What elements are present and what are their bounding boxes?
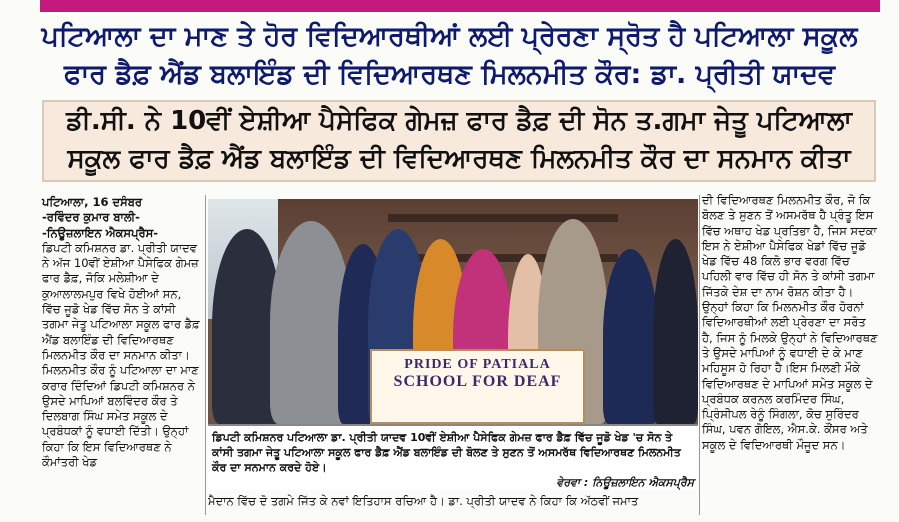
reporter-name: -ਰਵਿੰਦਰ ਕੁਮਾਰ ਬਾਲੀ- — [42, 210, 140, 225]
event-photo — [208, 199, 698, 424]
top-color-strip — [40, 0, 880, 12]
photo-shelf — [388, 214, 618, 222]
article-continuation-line: ਮੈਦਾਨ ਵਿੱਚ ਦੋ ਤਗਮੇ ਜਿੱਤ ਕੇ ਨਵਾਂ ਇਤਿਹਾਸ ਰਚਿਆ ਹੈ। ਡਾ. ਪ੍ਰੀਤੀ ਯਾਦਵ ਨੇ ਕਿਹਾ ਕਿ ਅੱਠਵੀਂ ਜਮਾਤ — [208, 494, 639, 508]
headline-line-1: ਪਟਿਆਲਾ ਦਾ ਮਾਣ ਤੇ ਹੋਰ ਵਿਦਿਆਰਥੀਆਂ ਲਈ ਪ੍ਰੇਰਣਾ ਸ੍ਰੋਤ ਹੈ ਪਟਿਆਲਾ ਸਕੂਲ — [41, 21, 858, 52]
caption-text: ਡਿਪਟੀ ਕਮਿਸ਼ਨਰ ਪਟਿਆਲਾ ਡਾ. ਪ੍ਰੀਤੀ ਯਾਦਵ 10ਵੀਂ ਏਸ਼ੀਆ ਪੈਸੇਫਿਕ ਗੇਮਜ਼ ਫਾਰ ਡੈਫ਼ ਵਿੱਚ ਜੂਡੋ ਖੇਡ 'ਚ ਸੋਨ ਤੇ ਕਾਂਸੀ ਤਗਮਾ ਜੇਤੂ ਪਟਿਆਲਾ ਸਕੂਲ ਫਾਰ ਡੈਫ਼ ਐਂਡ ਬਲਾਇੰਡ ਦੀ ਬੋਲਣ ਤੇ ਸੁਣਨ ਤੋਂ ਅਸਮਰੱਥ ਵਿਦਿਆਰਥਣ ਮਿਲਨਮੀਤ ਕੌਰ ਦਾ ਸਨਮਾਨ ਕਰਦੇ ਹੋਏ। — [212, 431, 681, 474]
article-paragraph-2: ਮਿਲਨਮੀਤ ਕੌਰ ਨੂੰ ਪਟਿਆਲਾ ਦਾ ਮਾਣ ਕਰਾਰ ਦਿੰਦਿਆਂ ਡਿਪਟੀ ਕਮਿਸ਼ਨਰ ਨੇ ਉਸਦੇ ਮਾਪਿਆਂ ਬਲਵਿੰਦਰ ਕੌਰ ਤੇ ਦਿਲਬਾਗ ਸਿੰਘ ਸਮੇਤ ਸਕੂਲ ਦੇ ਪ੍ਰਬੰਧਕਾਂ ਨੂੰ ਵਧਾਈ ਦਿੱਤੀ। ਉਨ੍ਹਾਂ ਕਿਹਾ ਕਿ ਇਸ ਵਿਦਿਆਰਥਣ ਨੇ ਕੌਮਾਂਤਰੀ ਖੇਡ — [42, 363, 199, 470]
photo-credit: ਵੇਰਵਾ : ਨਿਊਜ਼ਲਾਇਨ ਐਕਸਪ੍ਰੈਸ — [556, 476, 694, 489]
subheadline-line-2: ਸਕੂਲ ਫਾਰ ਡੈਫ਼ ਐਂਡ ਬਲਾਇੰਡ ਦੀ ਵਿਦਿਆਰਥਣ ਮਿਲਨਮੀਤ ਕੌਰ ਦਾ ਸਨਮਾਨ ਕੀਤਾ — [67, 144, 851, 174]
agency-name: -ਨਿਊਜ਼ਲਾਇਨ ਐਕਸਪ੍ਰੈਸ- — [42, 225, 159, 240]
main-headline — [0, 18, 899, 100]
subheadline-line-1: ਡੀ.ਸੀ. ਨੇ 10ਵੀਂ ਏਸ਼ੀਆ ਪੈਸੇਫਿਕ ਗੇਮਜ਼ ਫਾਰ ਡੈਫ਼ ਦੀ ਸੋਨ ਤ.ਗਮਾ ਜੇਤੂ ਪਟਿਆਲਾ — [66, 106, 852, 136]
article-paragraph-1: ਡਿਪਟੀ ਕਮਿਸ਼ਨਰ ਡਾ. ਪ੍ਰੀਤੀ ਯਾਦਵ ਨੇ ਅੱਜ 10ਵੀਂ ਏਸ਼ੀਆ ਪੈਸੇਫਿਕ ਗੇਮਜ਼ ਫਾਰ ਡੈਫ਼, ਜੋਕਿ ਮਲੇਸ਼ੀਆ ਦੇ ਕੁਆਲਾਲਮਪੁਰ ਵਿਖੇ ਹੋਈਆਂ ਸਨ, ਵਿੱਚ ਜੂਡੋ ਖੇਡ ਵਿੱਚ ਸੋਨ ਤੇ ਕਾਂਸੀ ਤਗਮਾ ਜੇਤੂ ਪਟਿਆਲਾ ਸਕੂਲ ਫਾਰ ਡੈਫ਼ ਐਂਡ ਬਲਾਇੰਡ ਦੀ ਵਿਦਿਆਰਥਣ ਮਿਲਨਮੀਤ ਕੌਰ ਦਾ ਸਨਮਾਨ ਕੀਤਾ। — [42, 240, 200, 362]
left-text-column — [42, 195, 202, 470]
column-divider — [205, 195, 206, 515]
pride-banner — [370, 349, 585, 424]
banner-line-1: PRIDE OF PATIALA — [404, 357, 551, 372]
right-text-column — [702, 193, 878, 453]
headline-line-2: ਫਾਰ ਡੈਫ਼ ਐਂਡ ਬਲਾਇੰਡ ਦੀ ਵਿਦਿਆਰਥਣ ਮਿਲਨਮੀਤ ਕੌਰ: ਡਾ. ਪ੍ਰੀਤੀ ਯਾਦਵ — [63, 59, 836, 90]
article-paragraph-3: ਦੀ ਵਿਦਿਆਰਥਣ ਮਿਲਨਮੀਤ ਕੌਰ, ਜੋ ਕਿ ਬੋਲਣ ਤੇ ਸੁਣਨ ਤੋਂ ਅਸਮਰੱਥ ਹੈ ਪ੍ਰੰਤੂ ਇਸ ਵਿੱਚ ਅਥਾਹ ਖੇਡ ਪ੍ਰਤਿਭਾ ਹੈ, ਜਿਸ ਸਦਕਾ ਇਸ ਨੇ ਏਸ਼ੀਆ ਪੈਸੇਫਿਕ ਖੇਡਾਂ ਵਿੱਚ ਜੂਡੋ ਖੇਡ ਵਿੱਚ 48 ਕਿਲੋ ਭਾਰ ਵਰਗ ਵਿੱਚ ਪਹਿਲੀ ਵਾਰ ਵਿੱਚ ਹੀ ਸੋਨ ਤੇ ਕਾਂਸੀ ਤਗਮਾ ਜਿੱਤਕੇ ਦੇਸ਼ ਦਾ ਨਾਮ ਰੋਸ਼ਨ ਕੀਤਾ ਹੈ। ਉਨ੍ਹਾਂ ਕਿਹਾ ਕਿ ਮਿਲਨਮੀਤ ਕੌਰ ਹੋਰਨਾਂ ਵਿਦਿਆਰਥੀਆਂ ਲਈ ਪ੍ਰੇਰਣਾ ਦਾ ਸਰੋਤ ਹੈ, ਜਿਸ ਨੂੰ ਮਿਲਕੇ ਉਨ੍ਹਾਂ ਨੇ ਵਿਦਿਆਰਥਣ ਤੇ ਉਸਦੇ ਮਾਪਿਆਂ ਨੂੰ ਵਧਾਈ ਦੇ ਕੇ ਮਾਣ ਮਹਿਸੂਸ ਹੋ ਰਿਹਾ ਹੈ।ਇਸ ਮਿਲਣੀ ਮੌਕੇ ਵਿਦਿਆਰਥਣ ਦੇ ਮਾਪਿਆਂ ਸਮੇਤ ਸਕੂਲ ਦੇ ਪ੍ਰਬੰਧਕ ਕਰਨਲ ਕਰਮਿੰਦਰ ਸਿੰਘ, ਪ੍ਰਿੰਸੀਪਲ ਰੇਨੂੰ ਸਿੰਗਲਾ, ਕੋਚ ਸੁਰਿੰਦਰ ਸਿੰਘ, ਪਵਨ ਗੋਇਲ, ਐਸ.ਕੇ. ਕੌਂਸਰ ਅਤੇ ਸਕੂਲ ਦੇ ਵਿਦਿਆਰਥੀ ਮੌਜੂਦ ਸਨ। — [702, 193, 878, 452]
photo-person — [653, 239, 698, 424]
column-divider — [699, 195, 700, 515]
subheadline-box — [42, 100, 876, 182]
dateline: ਪਟਿਆਲਾ, 16 ਦਸੰਬਰ — [42, 195, 143, 209]
banner-line-2: SCHOOL FOR DEAF — [393, 373, 562, 390]
photo-caption — [208, 424, 698, 490]
photo-person — [603, 249, 658, 424]
